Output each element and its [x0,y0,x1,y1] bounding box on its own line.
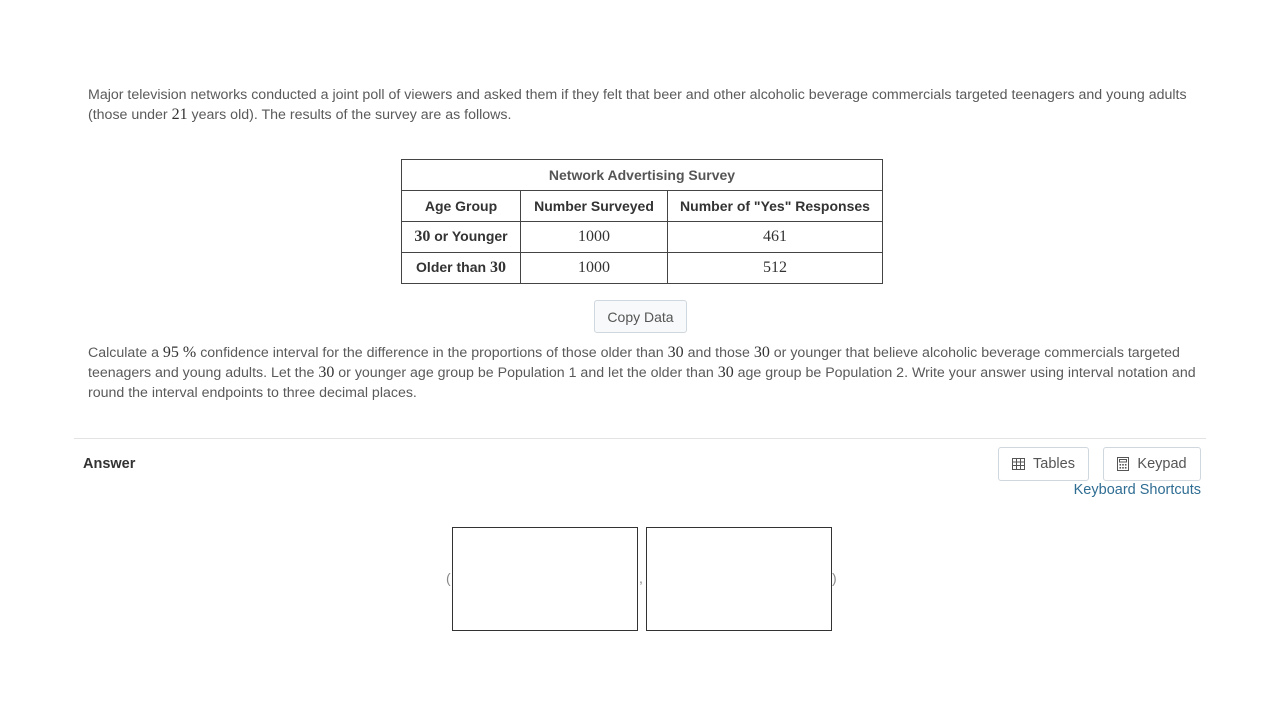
row-label: Older than 30 [402,253,521,284]
keyboard-shortcuts-link[interactable]: Keyboard Shortcuts [1073,482,1201,498]
calculator-icon [1117,457,1129,471]
header-number-surveyed: Number Surveyed [521,191,668,222]
question-text: Calculate a 95 % confidence interval for the difference in the proportions of those older than 30 and those 30 or younger that believe alcoholic beverage commercials targeted teenagers and young adults. Let the 30 or younger age group be Population 1 and let the older than 30 age group be Population 2. Write your answer using interval notation and round the interval endpoints to three decimal places. [88,344,1196,401]
header-age-group: Age Group [402,191,521,222]
section-divider [74,438,1206,439]
table-row [402,253,883,284]
tables-button[interactable] [998,447,1089,481]
cell-yes: 461 [668,222,883,253]
answer-label: Answer [83,456,136,472]
table-grid-icon [1012,458,1025,470]
cell-surveyed: 1000 [521,253,668,284]
survey-table [401,159,883,284]
tables-label: Tables [1033,456,1075,472]
age-number: 21 [171,106,188,123]
lower-endpoint-input[interactable] [452,527,638,631]
keypad-label: Keypad [1137,456,1187,472]
problem-intro: Major television networks conducted a joint poll of viewers and asked them if they felt that beer and other alcoholic beverage commercials targeted teenagers and young adults (those under 21 years old). The results of the survey are as follows. [88,87,1187,123]
cell-yes: 512 [668,253,883,284]
header-yes-responses: Number of "Yes" Responses [668,191,883,222]
open-paren: ( [446,570,451,586]
keypad-button[interactable] [1103,447,1201,481]
upper-endpoint-input[interactable] [646,527,832,631]
row-label: 30 or Younger [402,222,521,253]
interval-comma: , [639,570,643,586]
cell-surveyed: 1000 [521,222,668,253]
table-row [402,222,883,253]
table-title: Network Advertising Survey [402,160,883,191]
copy-data-button[interactable]: Copy Data [594,300,687,333]
close-paren: ) [832,570,837,586]
